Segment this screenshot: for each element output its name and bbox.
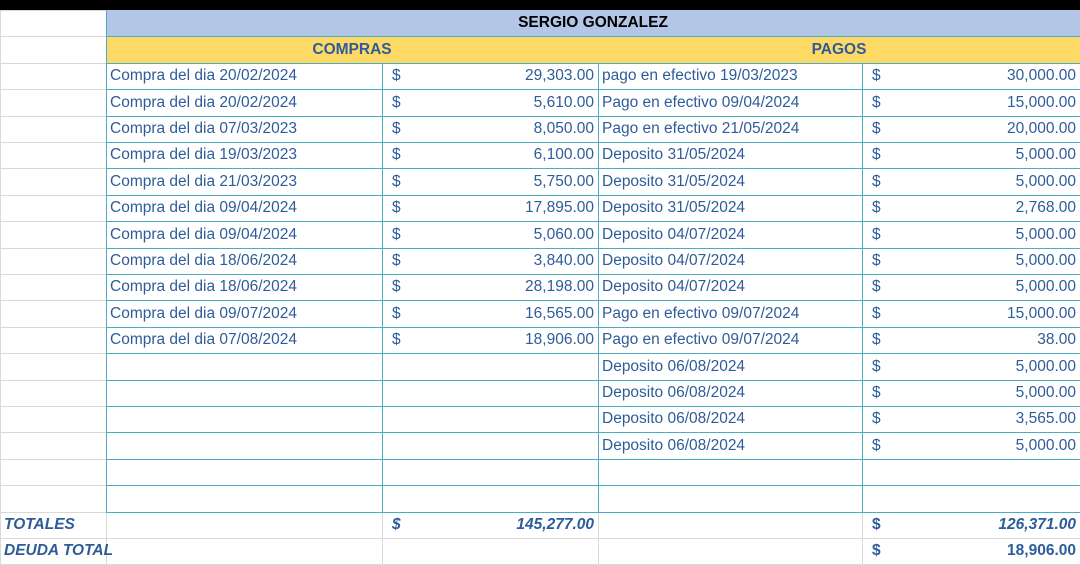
table-border-horizontal (106, 116, 1080, 117)
pago-desc[interactable]: Deposito 04/07/2024 (602, 252, 746, 270)
compra-currency[interactable]: $ (392, 304, 401, 322)
compra-currency[interactable]: $ (392, 93, 401, 111)
table-border-horizontal (106, 380, 1080, 381)
table-border-vertical (862, 63, 863, 512)
pago-currency[interactable]: $ (872, 225, 881, 243)
compra-currency[interactable]: $ (392, 146, 401, 164)
table-border-horizontal (106, 327, 1080, 328)
pago-desc[interactable]: Deposito 06/08/2024 (602, 357, 746, 375)
compra-amount[interactable]: 5,060.00 (533, 225, 594, 243)
compra-amount[interactable]: 6,100.00 (533, 146, 594, 164)
pago-desc[interactable]: Pago en efectivo 09/04/2024 (602, 93, 800, 111)
pago-currency[interactable]: $ (872, 357, 881, 375)
pago-desc[interactable]: Deposito 04/07/2024 (602, 278, 746, 296)
pago-currency[interactable]: $ (872, 199, 881, 217)
pago-amount[interactable]: 3,565.00 (1015, 410, 1076, 428)
pago-desc[interactable]: Pago en efectivo 21/05/2024 (602, 120, 800, 138)
pago-currency[interactable]: $ (872, 436, 881, 454)
client-name-title[interactable]: SERGIO GONZALEZ (106, 10, 1080, 36)
compra-desc[interactable]: Compra del dia 19/03/2023 (110, 146, 297, 164)
deuda-total-label[interactable]: DEUDA TOTAL (4, 542, 114, 560)
table-border-horizontal (106, 300, 1080, 301)
pago-amount[interactable]: 5,000.00 (1015, 146, 1076, 164)
table-border-horizontal (106, 168, 1080, 169)
pago-desc[interactable]: Deposito 04/07/2024 (602, 225, 746, 243)
compra-amount[interactable]: 5,750.00 (533, 172, 594, 190)
pagos-header[interactable]: PAGOS (598, 36, 1080, 62)
totales-pagos-currency[interactable]: $ (872, 516, 881, 534)
table-border-horizontal (106, 485, 1080, 486)
pago-desc[interactable]: Deposito 06/08/2024 (602, 384, 746, 402)
table-border-horizontal (106, 274, 1080, 275)
pago-amount[interactable]: 5,000.00 (1015, 172, 1076, 190)
pago-desc[interactable]: Pago en efectivo 09/07/2024 (602, 331, 800, 349)
pago-desc[interactable]: Deposito 31/05/2024 (602, 146, 746, 164)
pago-currency[interactable]: $ (872, 384, 881, 402)
compra-desc[interactable]: Compra del dia 20/02/2024 (110, 93, 297, 111)
pago-amount[interactable]: 5,000.00 (1015, 225, 1076, 243)
pago-amount[interactable]: 15,000.00 (1007, 93, 1076, 111)
pago-amount[interactable]: 5,000.00 (1015, 357, 1076, 375)
pago-desc[interactable]: Deposito 06/08/2024 (602, 410, 746, 428)
window-top-bar (0, 0, 1080, 10)
deuda-total-amount[interactable]: 18,906.00 (1007, 542, 1076, 560)
pago-currency[interactable]: $ (872, 410, 881, 428)
compra-desc[interactable]: Compra del dia 18/06/2024 (110, 252, 297, 270)
compra-amount[interactable]: 18,906.00 (525, 331, 594, 349)
totales-compras-currency[interactable]: $ (392, 516, 401, 534)
pago-amount[interactable]: 5,000.00 (1015, 384, 1076, 402)
table-border-horizontal (106, 459, 1080, 460)
pago-currency[interactable]: $ (872, 331, 881, 349)
pago-currency[interactable]: $ (872, 172, 881, 190)
compra-desc[interactable]: Compra del dia 09/04/2024 (110, 199, 297, 217)
pago-desc[interactable]: Deposito 06/08/2024 (602, 436, 746, 454)
pago-desc[interactable]: Pago en efectivo 09/07/2024 (602, 304, 800, 322)
table-border-horizontal (106, 406, 1080, 407)
compra-amount[interactable]: 16,565.00 (525, 304, 594, 322)
compra-currency[interactable]: $ (392, 278, 401, 296)
compra-desc[interactable]: Compra del dia 07/03/2023 (110, 120, 297, 138)
compra-currency[interactable]: $ (392, 199, 401, 217)
table-border-horizontal (106, 89, 1080, 90)
table-border-horizontal (106, 63, 1080, 64)
pago-amount[interactable]: 5,000.00 (1015, 252, 1076, 270)
table-border-horizontal (106, 36, 1080, 37)
pago-amount[interactable]: 20,000.00 (1007, 120, 1076, 138)
compra-currency[interactable]: $ (392, 331, 401, 349)
compra-desc[interactable]: Compra del dia 21/03/2023 (110, 172, 297, 190)
totales-compras-amount[interactable]: 145,277.00 (516, 516, 594, 534)
compra-desc[interactable]: Compra del dia 18/06/2024 (110, 278, 297, 296)
compra-amount[interactable]: 5,610.00 (533, 93, 594, 111)
pago-currency[interactable]: $ (872, 252, 881, 270)
pago-desc[interactable]: pago en efectivo 19/03/2023 (602, 67, 798, 85)
table-border-horizontal (106, 195, 1080, 196)
compra-desc[interactable]: Compra del dia 20/02/2024 (110, 67, 297, 85)
compra-currency[interactable]: $ (392, 172, 401, 190)
pago-desc[interactable]: Deposito 31/05/2024 (602, 172, 746, 190)
totales-pagos-amount[interactable]: 126,371.00 (998, 516, 1076, 534)
compra-amount[interactable]: 28,198.00 (525, 278, 594, 296)
compra-amount[interactable]: 29,303.00 (525, 67, 594, 85)
table-border-horizontal (106, 221, 1080, 222)
pago-currency[interactable]: $ (872, 67, 881, 85)
pago-amount[interactable]: 5,000.00 (1015, 278, 1076, 296)
compra-desc[interactable]: Compra del dia 09/04/2024 (110, 225, 297, 243)
pago-currency[interactable]: $ (872, 120, 881, 138)
compras-header[interactable]: COMPRAS (106, 36, 598, 62)
compra-currency[interactable]: $ (392, 252, 401, 270)
table-border-vertical (106, 10, 107, 512)
compra-desc[interactable]: Compra del dia 07/08/2024 (110, 331, 297, 349)
table-border-vertical (382, 63, 383, 512)
pago-desc[interactable]: Deposito 31/05/2024 (602, 199, 746, 217)
compra-currency[interactable]: $ (392, 67, 401, 85)
pago-amount[interactable]: 38.00 (1037, 331, 1076, 349)
pago-amount[interactable]: 30,000.00 (1007, 67, 1076, 85)
table-border-vertical (598, 63, 599, 512)
compra-currency[interactable]: $ (392, 120, 401, 138)
gridline-vertical (0, 10, 1, 564)
table-border-horizontal (106, 248, 1080, 249)
pago-amount[interactable]: 2,768.00 (1015, 199, 1076, 217)
compra-desc[interactable]: Compra del dia 09/07/2024 (110, 304, 297, 322)
compra-currency[interactable]: $ (392, 225, 401, 243)
compra-amount[interactable]: 3,840.00 (533, 252, 594, 270)
totales-label[interactable]: TOTALES (4, 516, 75, 534)
table-border-horizontal (106, 142, 1080, 143)
pago-currency[interactable]: $ (872, 278, 881, 296)
table-border-horizontal (106, 432, 1080, 433)
compra-amount[interactable]: 8,050.00 (533, 120, 594, 138)
pago-amount[interactable]: 5,000.00 (1015, 436, 1076, 454)
pago-amount[interactable]: 15,000.00 (1007, 304, 1076, 322)
pago-currency[interactable]: $ (872, 146, 881, 164)
compra-amount[interactable]: 17,895.00 (525, 199, 594, 217)
deuda-total-currency[interactable]: $ (872, 542, 881, 560)
table-border-horizontal (106, 353, 1080, 354)
pago-currency[interactable]: $ (872, 304, 881, 322)
pago-currency[interactable]: $ (872, 93, 881, 111)
